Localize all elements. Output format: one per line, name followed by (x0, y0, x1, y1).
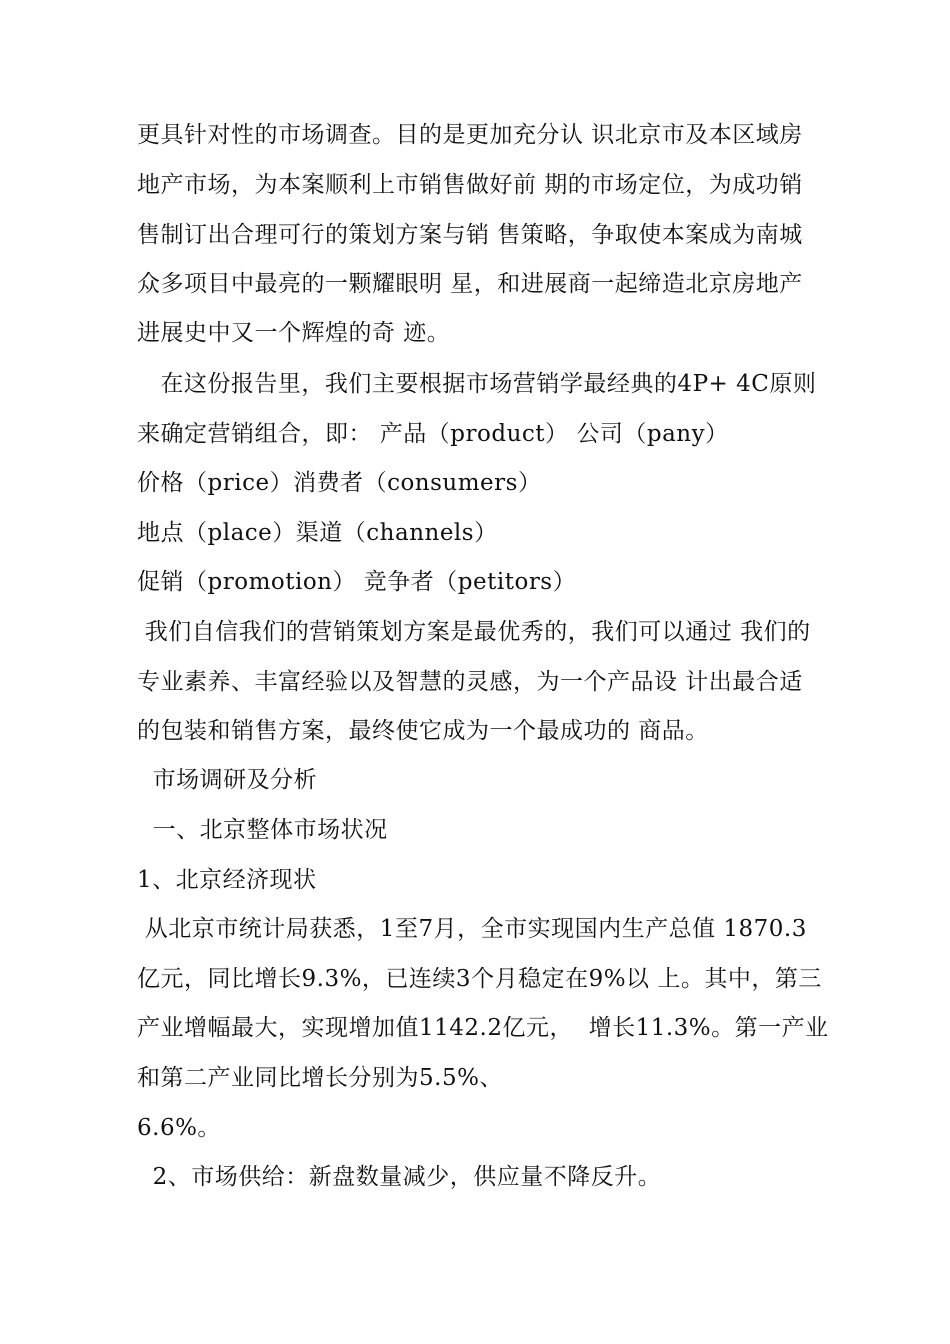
text-line: 进展史中又一个辉煌的奇 迹。 (137, 320, 451, 346)
text-line: 6.6%。 (137, 1115, 221, 1141)
text-line: 更具针对性的市场调查。目的是更加充分认 识北京市及本区域房 (137, 122, 803, 148)
text-line: 在这份报告里，我们主要根据市场营销学最经典的4P+ 4C原则 (137, 371, 817, 397)
subsection-heading: 2、市场供给：新盘数量减少，供应量不降反升。 (137, 1164, 662, 1190)
text-line: 售制订出合理可行的策划方案与销 售策略，争取使本案成为南城 (137, 222, 803, 248)
text-line: 地产市场，为本案顺利上市销售做好前 期的市场定位，为成功销 (137, 172, 803, 198)
text-line: 和第二产业同比增长分别为5.5%、 (137, 1065, 503, 1091)
text-line: 价格（price）消费者（consumers） (137, 470, 542, 496)
text-line: 亿元，同比增长9.3%，已连续3个月稳定在9%以 上。其中，第三 (137, 966, 822, 992)
text-line: 我们自信我们的营销策划方案是最优秀的，我们可以通过 我们的 (137, 619, 811, 645)
text-line: 的包装和销售方案，最终使它成为一个最成功的 商品。 (137, 718, 709, 744)
text-line: 促销（promotion） 竞争者（petitors） (137, 569, 577, 595)
section-heading: 市场调研及分析 (137, 767, 318, 793)
text-line: 众多项目中最亮的一颗耀眼明 星，和进展商一起缔造北京房地产 (137, 271, 803, 297)
text-line: 地点（place）渠道（channels） (137, 520, 498, 546)
section-heading: 一、北京整体市场状况 (137, 817, 388, 843)
subsection-heading: 1、北京经济现状 (137, 867, 317, 893)
text-line: 从北京市统计局获悉，1至7月，全市实现国内生产总值 1870.3 (137, 916, 807, 942)
text-line: 来确定营销组合，即： 产品（product） 公司（pany） (137, 421, 729, 447)
text-line: 产业增幅最大，实现增加值1142.2亿元， 增长11.3%。第一产业 (137, 1015, 829, 1041)
text-line: 专业素养、丰富经验以及智慧的灵感，为一个产品设 计出最合适 (137, 669, 803, 695)
